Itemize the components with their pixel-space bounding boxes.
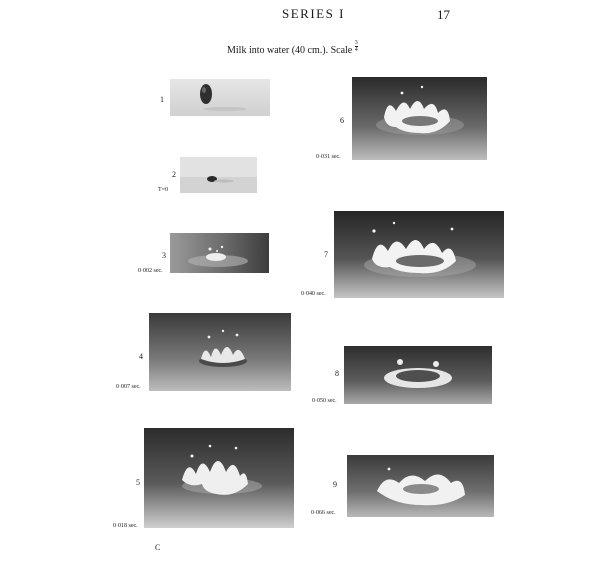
frame-number-8: 8 [335,369,339,378]
photo-frame-2 [180,157,257,193]
photo-frame-6 [352,77,487,160]
time-label-5: 0·018 sec. [113,523,138,529]
frame-number-1: 1 [160,95,164,104]
time-label-7: 0·040 sec. [301,291,326,297]
photo-frame-3-image [170,233,269,273]
photo-frame-3 [170,233,269,273]
photo-frame-9-image [347,455,494,517]
photo-frame-2-image [180,157,257,193]
scale-fraction [355,40,358,53]
photo-frame-7 [334,211,504,298]
frame-number-9: 9 [333,480,337,489]
photo-frame-1-image [170,79,270,116]
photo-frame-9 [347,455,494,517]
frame-number-2: 2 [172,170,176,179]
caption-text: Milk into water (40 cm.). Scale [227,45,353,56]
frame-number-7: 7 [324,250,328,259]
running-head-title: SERIES I [282,6,345,21]
frame-number-4: 4 [139,352,143,361]
time-label-9: 0·066 sec. [311,510,336,516]
scale-denominator: 4 [354,47,358,53]
photo-frame-1 [170,79,270,116]
figure-caption [227,40,358,56]
page-number: 17 [437,7,450,22]
photo-frame-4 [149,313,291,391]
photo-frame-8-image [344,346,492,404]
frame-number-3: 3 [162,251,166,260]
signature-letter: C [155,543,161,552]
frame-number-6: 6 [340,116,344,125]
photo-frame-8 [344,346,492,404]
scale-numerator: 3 [354,40,358,46]
time-label-4: 0·007 sec. [116,384,141,390]
frame-number-5: 5 [136,478,140,487]
photo-frame-5 [144,428,294,528]
time-label-8: 0·050 sec. [312,398,337,404]
photo-frame-4-image [149,313,291,391]
time-label-3: 0·002 sec. [138,268,163,274]
photo-frame-6-image [352,77,487,160]
time-label-6: 0·031 sec. [316,154,341,160]
photo-frame-7-image [334,211,504,298]
time-label-2: T=0 [158,187,169,193]
photo-frame-5-image [144,428,294,528]
